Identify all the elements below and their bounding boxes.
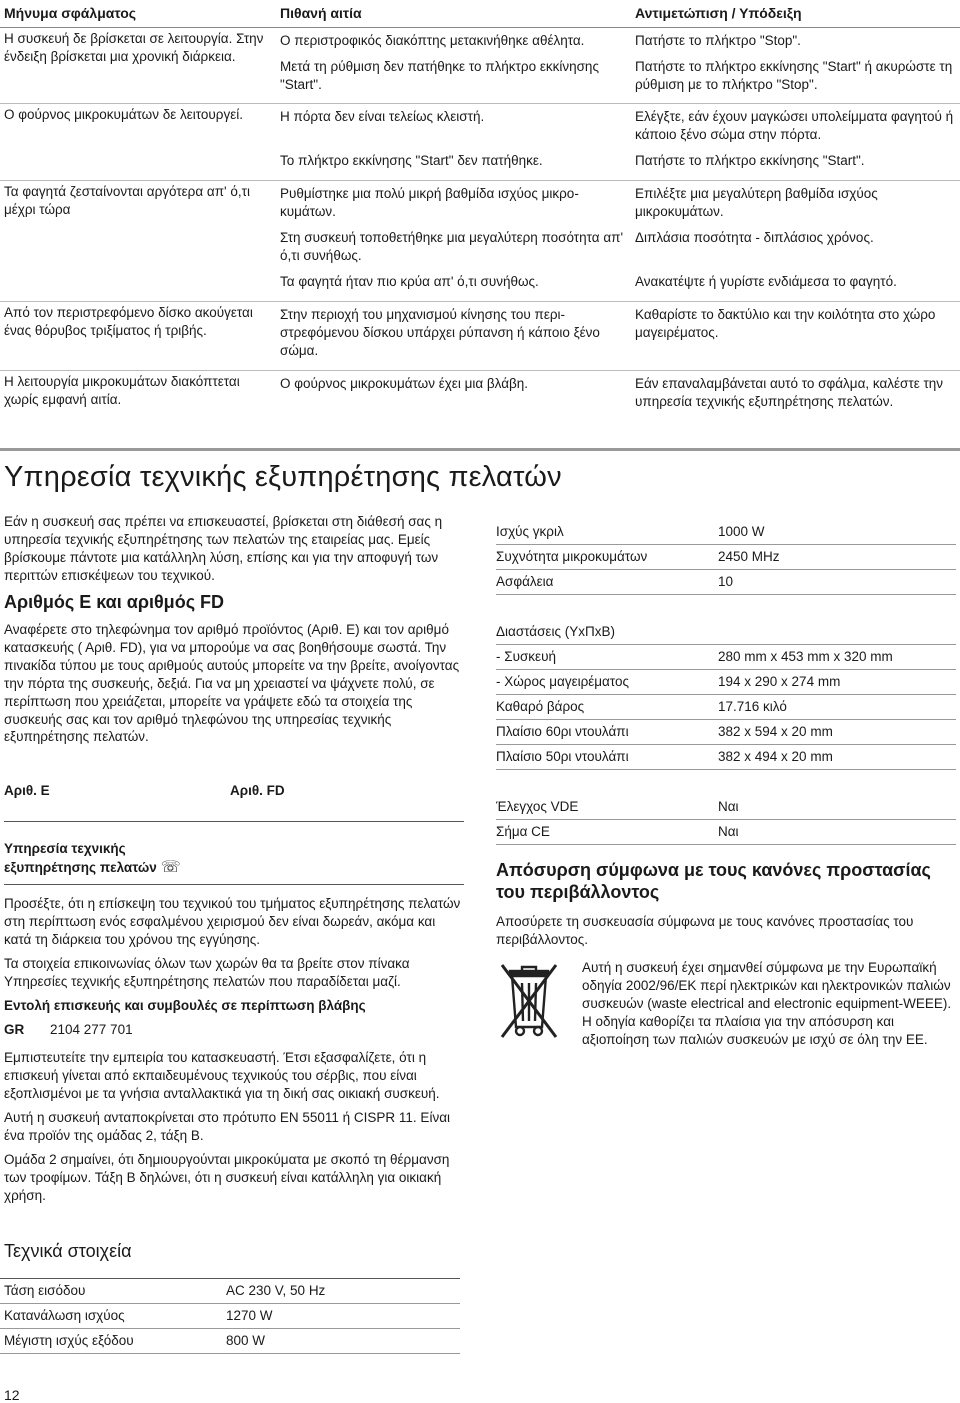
cause-remedy-pair: [280, 304, 960, 366]
spec-value: 2450 MHz: [718, 549, 780, 565]
causes-list: [280, 183, 960, 297]
dimensions-heading-row: [496, 620, 956, 645]
spec-value: 10: [718, 574, 734, 590]
possible-cause: Ρυθμίστηκε μια πολύ μικρή βαθμίδα ισχύος μικροκυμάτων.: [280, 186, 579, 220]
service-paragraph-4: Αυτή η συσκευή ανταποκρίνεται στο πρότυπο EN 55011 ή CISPR 11. Είναι ένα προϊόν της ομάδας 2, τάξη B.: [4, 1109, 450, 1143]
spec-row: [496, 820, 956, 845]
spec-row: [496, 795, 956, 820]
possible-cause: Στη συσκευή τοποθετήθηκε μια μεγαλύτερη ποσότητα απ' ό,τι συνήθως.: [280, 230, 624, 264]
cause-remedy-pair: [280, 227, 960, 271]
e-fd-fields: [4, 782, 464, 822]
tech-key: Κατανάλωση ισχύος: [4, 1308, 125, 1324]
spec-key: Πλαίσιο 60ρι ντουλάπι: [496, 724, 629, 740]
service-intro: [4, 513, 464, 752]
spec-row: [496, 745, 956, 770]
error-message: Ο φούρνος μικροκυμάτων δε λειτουργεί.: [4, 107, 243, 123]
country-contact: [4, 1021, 464, 1039]
causes-list: [280, 30, 960, 100]
troubleshooting-table: [0, 4, 960, 421]
cause-remedy-pair: [280, 56, 960, 100]
cause-remedy-pair: [280, 106, 960, 150]
e-number-label: Αριθ. E: [4, 783, 50, 798]
tech-value: 800 W: [226, 1333, 266, 1349]
spec-key: Έλεγχος VDE: [496, 799, 579, 815]
tech-key: Τάση εισόδου: [4, 1283, 86, 1299]
service-paragraph-5: Ομάδα 2 σημαίνει, ότι δημιουργούνται μικροκύματα με σκοπό τη θέρμανση των τροφίμων. Τάξη B δηλώνει, ότι η συσκευή είναι κατάλληλη για οικιακή χρήση.: [4, 1151, 450, 1203]
spec-value: Ναι: [718, 824, 739, 840]
phone-icon: ☏: [160, 858, 181, 876]
environment-section: [496, 860, 956, 1050]
spec-row: [496, 720, 956, 745]
spec-key: - Χώρος μαγειρέματος: [496, 674, 630, 690]
service-title-line2: εξυπηρέτησης πελατών: [4, 859, 157, 875]
e-fd-heading: Αριθμός E και αριθμός FD: [4, 591, 225, 612]
spec-row: [496, 670, 956, 695]
error-message: Η συσκευή δε βρίσκεται σε λειτουργία. Στην ένδειξη βρίσκεται μια χρονική διάρκεια.: [4, 30, 264, 64]
tech-value: AC 230 V, 50 Hz: [226, 1283, 326, 1299]
service-title-underline: [4, 884, 464, 885]
section-divider: [0, 448, 960, 451]
table-row: [0, 104, 960, 181]
table-row: [0, 371, 960, 421]
country-phone: 2104 277 701: [50, 1022, 133, 1038]
weee-text: Αυτή η συσκευή έχει σημανθεί σύμφωνα με την Ευρωπαϊκή οδηγία 2002/96/ΕΚ περί ηλεκτρικών και ηλεκτρονικών παλιών συσκευών (waste electrical and electronic equipment-WEEE). Η οδηγία καθορίζει τα πλαίσια για την απόσυρση και αξιοποίηση των παλιών συσκευών με ισχύ σε όλη την ΕΕ.: [582, 960, 952, 1047]
page-number: 12: [4, 1387, 20, 1403]
service-paragraph-1: Προσέξτε, ότι η επίσκεψη του τεχνικού του τμήματος εξυπηρέτησης πελατών στη περίπτωση ενός εσφαλμένου χειρισμού δεν είναι δωρεάν, ακόμα και κατά τη διάρκεια του χρόνου της εγγύησης.: [4, 896, 461, 948]
service-title: [4, 840, 464, 878]
remedy: Πατήστε το πλήκτρο εκκίνησης "Start" ή ακυρώστε τη ρύθμιση με το πλήκτρο "Stop".: [635, 58, 953, 92]
spec-row: [496, 570, 956, 595]
remedy: Ελέγξτε, εάν έχουν μαγκώσει υπολείμματα φαγητού ή κάποιο ξένο σώμα στην πόρτα.: [635, 109, 954, 143]
environment-intro: Αποσύρετε τη συσκευασία σύμφωνα με τους κανόνες προστασίας του περιβάλλοντος.: [496, 914, 914, 948]
table-body: [0, 28, 960, 421]
table-row: [0, 302, 960, 371]
spec-row: [496, 695, 956, 720]
weee-block: [496, 959, 956, 1050]
cause-remedy-pair: [280, 183, 960, 227]
remedy: Επιλέξτε μια μεγαλύτερη βαθμίδα ισχύος μικροκυμάτων.: [635, 186, 878, 220]
environment-heading: Απόσυρση σύμφωνα με τους κανόνες προστασίας του περιβάλλοντος: [496, 860, 931, 902]
fd-number-label: Αριθ. FD: [230, 783, 285, 798]
cause-remedy-pair: [280, 373, 960, 417]
tech-key: Μέγιστη ισχύς εξόδου: [4, 1333, 134, 1349]
spec-key: Ασφάλεια: [496, 574, 554, 590]
possible-cause: Στην περιοχή του μηχανισμού κίνησης του περιστρεφόμενου δίσκου υπάρχει ρύπανση ή κάποιο ξένο σώμα.: [280, 307, 600, 358]
cause-remedy-pair: [280, 271, 960, 297]
spec-value: 17.716 κιλό: [718, 699, 787, 715]
possible-cause: Τα φαγητά ήταν πιο κρύα απ' ό,τι συνήθως.: [280, 274, 539, 290]
error-message: Η λειτουργία μικροκυμάτων διακόπτεται χωρίς εμφανή αιτία.: [4, 373, 240, 407]
table-row: [0, 28, 960, 105]
dimensions-heading: Διαστάσεις (ΥxΠxΒ): [496, 624, 615, 640]
spec-value: 194 x 290 x 274 mm: [718, 674, 841, 690]
spec-value: Ναι: [718, 799, 739, 815]
tech-value: 1270 W: [226, 1308, 273, 1324]
remedy: Πατήστε το πλήκτρο "Stop".: [635, 32, 801, 48]
spec-key: Σήμα CE: [496, 824, 550, 840]
table-header: [0, 4, 960, 28]
service-title-line1: Υπηρεσία τεχνικής: [4, 841, 126, 856]
remedy: Διπλάσια ποσότητα - διπλάσιος χρόνος.: [635, 230, 874, 246]
header-remedy: Αντιμετώπιση / Υπόδειξη: [635, 5, 802, 21]
causes-list: [280, 304, 960, 366]
tech-row: [0, 1304, 460, 1329]
error-message: Από τον περιστρεφόμενο δίσκο ακούγεται ένας θόρυβος τριξίματος ή τριβής.: [4, 305, 253, 339]
spec-row: [496, 545, 956, 570]
spec-value: 280 mm x 453 mm x 320 mm: [718, 649, 893, 665]
causes-list: [280, 373, 960, 417]
spec-row: [496, 645, 956, 670]
e-fd-text: Αναφέρετε στο τηλεφώνημα τον αριθμό προϊόντος (Αριθ. E) και τον αριθμό κατασκευής ( Αριθ. FD), για να μπορούμε να σας βοηθήσουμε σωστά. Την πινακίδα τύπου με τους αριθμούς αυτούς μπορείτε να την βρείτε, ανοίγοντας την πόρτα της συσκευής, δεξιά. Για να μη χρειαστεί να ψάχνετε πολύ, σε περίπτωση που χρειάζεται, μπορείτε να γράψετε εδώ τα στοιχεία της συσκευής σας και τον αριθμό τηλεφώνου της υπηρεσίας τεχνικής εξυπηρέτησης πελατών.: [4, 621, 460, 745]
spec-key: - Συσκευή: [496, 649, 556, 665]
cause-remedy-pair: [280, 30, 960, 56]
possible-cause: Ο περιστροφικός διακόπτης μετακινήθηκε αθέλητα.: [280, 32, 585, 48]
causes-list: [280, 106, 960, 176]
spec-key: Συχνότητα μικροκυμάτων: [496, 549, 648, 565]
spec-key: Ισχύς γκριλ: [496, 524, 564, 540]
repair-heading: Εντολή επισκευής και συμβουλές σε περίπτωση βλάβης: [4, 998, 366, 1014]
remedy: Καθαρίστε το δακτύλιο και την κοιλότητα στο χώρο μαγειρέματος.: [635, 307, 936, 341]
tech-heading: Τεχνικά στοιχεία: [4, 1241, 132, 1261]
tech-data-table: [0, 1278, 460, 1354]
remedy: Πατήστε το πλήκτρο εκκίνησης "Start".: [635, 153, 865, 169]
intro-text: Εάν η συσκευή σας πρέπει να επισκευαστεί, βρίσκεται στη διάθεσή σας η υπηρεσία τεχνικής εξυπηρέτησης των πελατών της εταιρείας μας. Εμείς βρίσκουμε πάντοτε μια κατάλληλη λύση, επίσης και για την αποφυγή των περιττών επισκέψεων του τεχνικού.: [4, 514, 443, 583]
error-message: Τα φαγητά ζεσταίνονται αργότερα απ' ό,τι μέχρι τώρα: [4, 184, 250, 218]
customer-service: [4, 840, 464, 1211]
remedy: Εάν επαναλαμβάνεται αυτό το σφάλμα, καλέστε την υπηρεσία τεχνικής εξυπηρέτησης πελατών.: [635, 375, 944, 409]
page-title: Υπηρεσία τεχνικής εξυπηρέτησης πελατών: [4, 461, 562, 493]
tech-row: [0, 1279, 460, 1304]
possible-cause: Η πόρτα δεν είναι τελείως κλειστή.: [280, 109, 485, 125]
service-paragraph-2: Τα στοιχεία επικοινωνίας όλων των χωρών θα τα βρείτε στον πίνακα Υπηρεσίες τεχνικής εξυπηρέτησης πελατών που παραδίδεται μαζί.: [4, 956, 410, 990]
crossed-bin-icon: [496, 959, 582, 1050]
possible-cause: Το πλήκτρο εκκίνησης "Start" δεν πατήθηκε.: [280, 153, 543, 169]
spec-value: 382 x 594 x 20 mm: [718, 724, 833, 740]
spec-table: [496, 520, 956, 845]
spec-value: 382 x 494 x 20 mm: [718, 749, 833, 765]
header-error: Μήνυμα σφάλματος: [4, 5, 137, 21]
remedy: Ανακατέψτε ή γυρίστε ενδιάμεσα το φαγητό.: [635, 274, 897, 290]
tech-row: [0, 1329, 460, 1354]
cause-remedy-pair: [280, 150, 960, 176]
country-code: GR: [4, 1022, 25, 1038]
spec-key: Πλαίσιο 50ρι ντουλάπι: [496, 749, 629, 765]
table-row: [0, 181, 960, 302]
possible-cause: Μετά τη ρύθμιση δεν πατήθηκε το πλήκτρο εκκίνησης "Start".: [280, 58, 599, 92]
spec-value: 1000 W: [718, 524, 765, 540]
header-cause: Πιθανή αιτία: [280, 5, 362, 21]
service-paragraph-3: Εμπιστευτείτε την εμπειρία του κατασκευαστή. Έτσι εξασφαλίζετε, ότι η επισκευή γίνεται από εκπαιδευμένους τεχνικούς του σέρβις, που είναι εξοπλισμένοι με τα γνήσια ανταλλακτικά για τη δική σας οικιακή συσκευή.: [4, 1050, 440, 1101]
spec-key: Καθαρό βάρος: [496, 699, 585, 715]
spec-row: [496, 520, 956, 545]
possible-cause: Ο φούρνος μικροκυμάτων έχει μια βλάβη.: [280, 375, 529, 391]
